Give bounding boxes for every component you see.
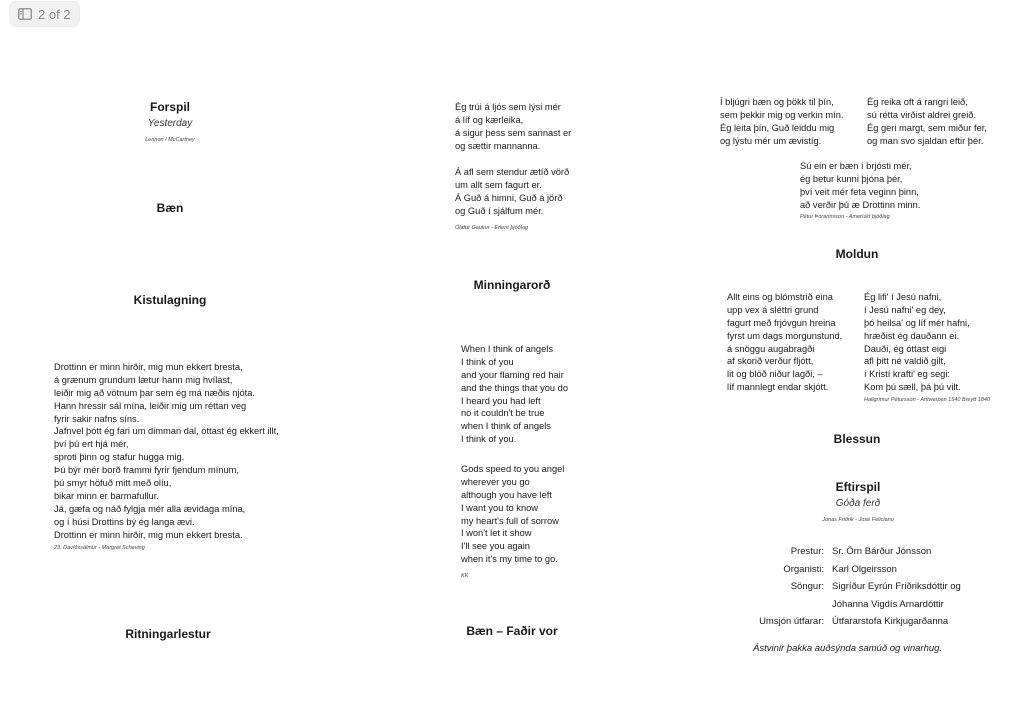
poem-line: fyrst um dags morgunstund, (727, 330, 843, 341)
poem-line: Á afl sem stendur ætíð vörð (455, 167, 570, 177)
moldun-heading: Moldun (835, 247, 879, 261)
poem-line: þó heilsa' og líf mér hafni, (864, 317, 970, 328)
forspil-title: Yesterday (147, 118, 193, 129)
fadir-vor-heading: Bæn – Faðir vor (466, 624, 558, 638)
psalm-credit: 23. Davíðssálmur - Margrét Scheving (54, 545, 145, 551)
hymn-credit: Pétur Þórarinsson - Amerískt þjóðlag (800, 214, 890, 220)
hymn-center (800, 160, 920, 212)
poem-line: and the things that you do (461, 382, 568, 393)
poem-line: Ég geri margt, sem miður fer, (867, 122, 987, 133)
poem-line: upp vex á sléttri grund (727, 304, 819, 315)
poem-line: og í húsi Drottins bý ég langa ævi. (54, 516, 195, 527)
poem-line: sproti þinn og stafur hugga mig. (54, 452, 185, 463)
poem-line: á grænum grundum lætur hann mig hvílast, (54, 374, 233, 385)
baen-heading: Bæn (156, 201, 184, 215)
poem-line: Hann hressir sál mína, leiðir mig um réttan veg (54, 400, 247, 411)
hymn-col-2 (867, 96, 987, 148)
moldun-col-2 (864, 291, 970, 394)
credit-row-umsjon (742, 613, 961, 631)
page-indicator-label: 2 of 2 (38, 6, 71, 22)
moldun-col-1 (727, 291, 842, 394)
verse-2 (455, 166, 569, 218)
poem-line: og Guð í sjálfum mér. (455, 205, 544, 216)
poem-line: Í bljúgri bæn og þökk til þín, (720, 97, 834, 107)
hymn-col-1 (720, 96, 843, 148)
poem-line: bikar minn er barmafullur. (54, 490, 159, 501)
poem-line: Drottinn er minn hirðir, mig mun ekkert bresta, (54, 362, 243, 372)
poem-line: og sættir mannanna. (455, 140, 541, 151)
psalm-text (54, 361, 279, 541)
poem-line: Allt eins og blómstrið eina (727, 292, 833, 302)
service-credits (742, 543, 961, 631)
poem-line: sem þekkir mig og verkin mín. (720, 109, 844, 120)
moldun-credit: Hallgrímur Pétursson - Antwerpen 1540 Breytt 1840 (864, 397, 991, 403)
eftirspil-credit: Jónas Friðrik - José Feliciano (822, 517, 894, 523)
poem-line: I'll see you again (461, 541, 530, 552)
poem-line: when it's my time to go. (461, 554, 558, 565)
poem-line: því þú ert hjá mér, (54, 439, 129, 450)
sidebar-icon (18, 8, 32, 20)
poem-line: I think of you. (461, 434, 517, 445)
credit-role: Prestur: (790, 546, 824, 557)
poem-line: Kom þú sæll, þá þú vilt. (864, 382, 961, 393)
credit-row-organisti (742, 561, 961, 579)
poem-line: lit og blöð niður lagði, – (727, 369, 823, 380)
poem-line: hræðist ég dauðann ei. (864, 330, 960, 341)
forspil-credit: Lennon / McCartney (145, 137, 195, 143)
poem-line: I won't let it show (461, 528, 532, 539)
poem-line: af skorið verður fljótt, (727, 356, 814, 367)
credit-row-prestur (742, 543, 961, 561)
poem-line: my heart's full of sorrow (461, 515, 559, 526)
poem-line: Dauði, ég óttast eigi (864, 343, 947, 354)
poem-line: Jafnvel þótt ég fari um dimman dal, óttast ég ekkert illt, (54, 426, 279, 437)
poem-line: Drottinn er minn hirðir, mig mun ekkert bresta. (54, 529, 243, 540)
credit-name: Jóhanna Vigdís Arnardóttir (832, 598, 944, 610)
credit-name: Karl Olgeirsson (832, 563, 897, 575)
poem-line: Ég trúi á ljós sem lýsi mér (455, 102, 561, 112)
poem-line: og lýstu mér um ævistíg. (720, 135, 822, 146)
poem-line: I heard you had left (461, 395, 541, 406)
credit-name: Útfararstofa Kirkjugarðanna (832, 616, 949, 627)
poem-line: I want you to know (461, 502, 538, 513)
poem-line: fagurt með frjóvgun hreina (727, 317, 836, 328)
poem-line: því veit mér feta veginn þinn, (800, 186, 919, 197)
kistulagning-heading: Kistulagning (133, 293, 207, 307)
poem-line: Sú ein er bæn í brjósti mér, (800, 161, 912, 171)
eftirspil-heading: Eftirspil (835, 480, 881, 494)
poem-line: Ég leita þín, Guð leiddu mig (720, 122, 835, 133)
poem-line: Já, gæfa og náð fylgja mér alla ævidaga mína, (54, 503, 246, 514)
credit-role: Umsjón útfarar: (759, 616, 824, 627)
poem-line: wherever you go (461, 476, 530, 487)
credit-role: Söngur: (790, 581, 824, 592)
poem-line: Gods speed to you angel (461, 464, 565, 474)
poem-line: and your flaming red hair (461, 369, 564, 380)
poem-line: fyrir sakir nafns síns. (54, 413, 140, 424)
poem-line: Ég reika oft á rangri leið, (867, 97, 968, 107)
eftirspil-title: Góða ferð (835, 498, 881, 509)
forspil-heading: Forspil (149, 100, 191, 114)
ritningarlestur-heading: Ritningarlestur (125, 627, 211, 641)
poem-line: I think of you (461, 356, 514, 367)
credit-role: Organisti: (783, 563, 824, 575)
poem-line: afl þitt né valdið gilt, (864, 356, 946, 367)
song-verse-2 (461, 463, 564, 566)
credit-row-songur (742, 578, 961, 596)
poem-line: leiðir mig að vötnum þar sem ég má næðis njóta. (54, 387, 256, 398)
poem-line: Ég lifi' í Jesú nafni, (864, 292, 942, 302)
poem-line: í Jesú nafni' eg dey, (864, 304, 946, 315)
poem-line: að verðir þú æ Drottinn minn. (800, 199, 921, 210)
song-credit: KK (461, 573, 469, 579)
verse-credit: Ólafur Gaukur - Erlent þjóðlag (455, 225, 529, 231)
poem-line: sú rétta virðist aldrei greið. (867, 109, 977, 120)
minningarord-heading: Minningarorð (473, 278, 551, 292)
poem-line: á líf og kærleika, (455, 114, 524, 125)
credit-row-songur-2 (742, 596, 961, 614)
poem-line: líf mannlegt endar skjótt. (727, 382, 829, 393)
poem-line: although you have left (461, 489, 552, 500)
closing-thanks: Ástvinir þakka auðsýnda samúð og vinarhug. (753, 643, 943, 654)
poem-line: no it couldn't be true (461, 408, 545, 419)
poem-line: á sigur þess sem sannast er (455, 127, 572, 138)
poem-line: when I think of angels (461, 421, 551, 432)
poem-line: og man svo sjaldan eftir þér. (867, 135, 984, 146)
page-indicator[interactable] (10, 2, 79, 26)
verse-1 (455, 101, 571, 153)
poem-line: ég betur kunni þjóna þér, (800, 173, 903, 184)
poem-line: Þú býr mér borð frammi fyrir fjendum mínum, (54, 465, 239, 476)
poem-line: Á Guð á himni, Guð á jörð (455, 192, 563, 203)
poem-line: á snöggu augabragði (727, 343, 815, 354)
credit-name: Sigríður Eyrún Friðriksdóttir og (832, 581, 961, 592)
credit-name: Sr. Örn Bárður Jónsson (832, 546, 932, 557)
poem-line: þú smyr höfuð mitt með olíu, (54, 478, 172, 489)
blessun-heading: Blessun (833, 432, 881, 446)
poem-line: When I think of angels (461, 344, 553, 354)
poem-line: um allt sem fagurt er. (455, 179, 542, 190)
song-verse-1 (461, 343, 568, 446)
poem-line: í Kristí krafti' eg segi: (864, 369, 950, 380)
